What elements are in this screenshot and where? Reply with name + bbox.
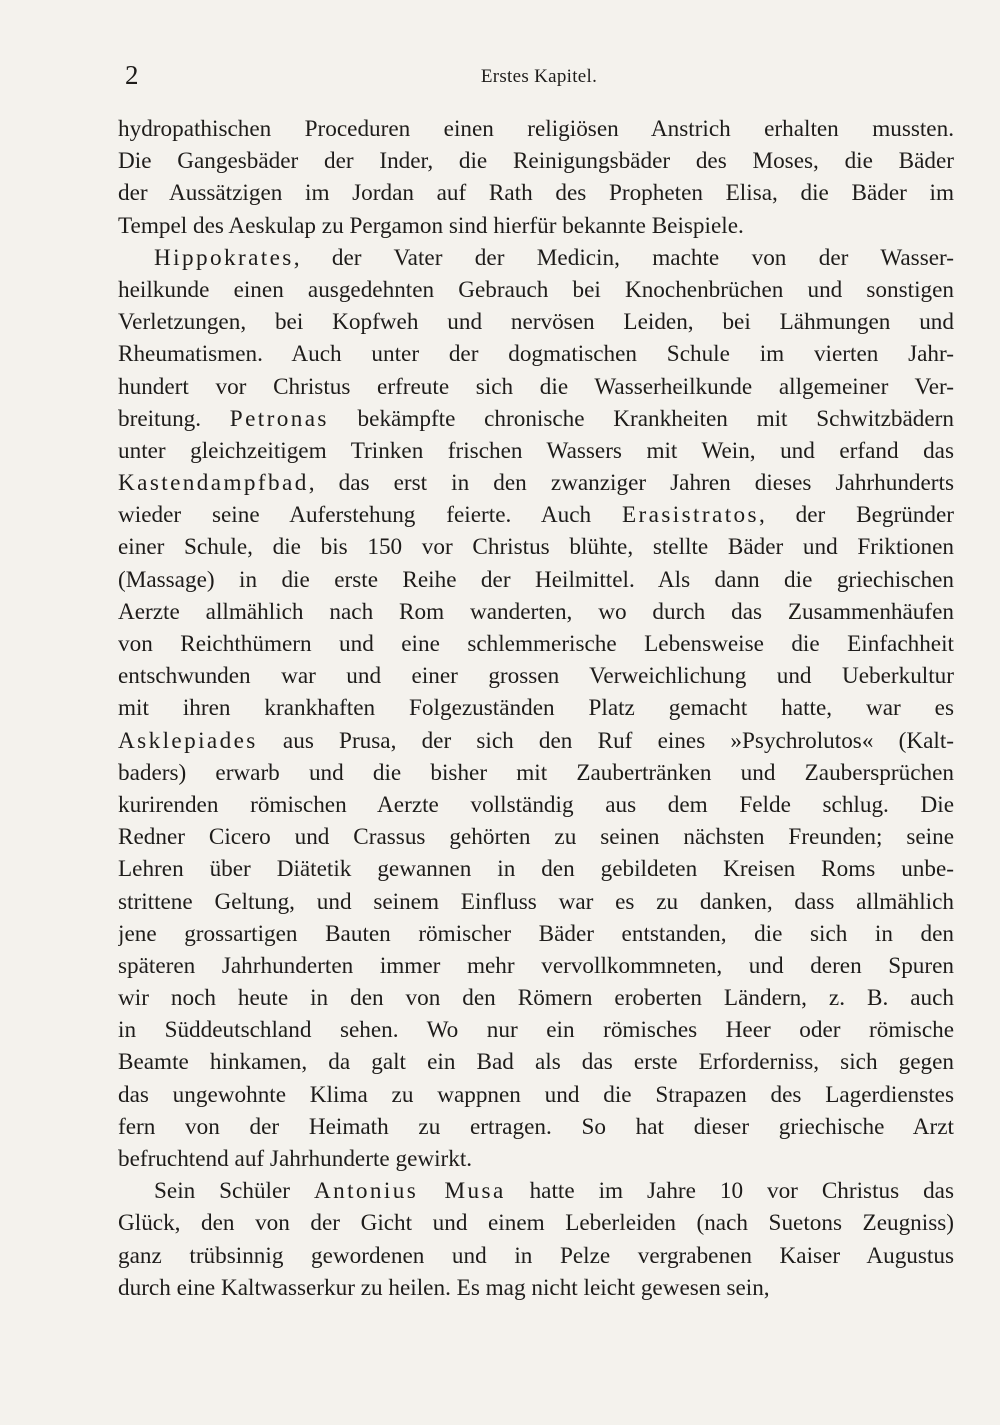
text-line: Tempel des Aeskulap zu Pergamon sind hierfür bekannte Beispiele. — [118, 212, 744, 239]
text-segment: , das erst in den zwanziger Jahren dieses Jahrhunderts — [308, 470, 954, 497]
text-line: von Reichthümern und eine schlemmerische Lebensweise die Einfachheit — [118, 631, 954, 657]
text-segment: wieder seine Auferstehung feierte. Auch — [118, 502, 622, 529]
text-line: Glück, den von der Gicht und einem Leberleiden (nach Suetons Zeugniss) — [118, 1210, 954, 1237]
text-line: das ungewohnte Klima zu wappnen und die Strapazen des Lagerdienstes — [118, 1081, 954, 1108]
text-line: ganz trübsinnig gewordenen und in Pelze vergrabenen Kaiser Augustus — [118, 1242, 954, 1269]
text-line: strittene Geltung, und seinem Einfluss war es zu danken, dass allmählich — [118, 888, 954, 915]
text-line: in Süddeutschland sehen. Wo nur ein römisches Heer oder römische — [118, 1017, 954, 1044]
text-segment: bekämpfte chronische Krankheiten mit Schwitzbädern — [328, 405, 954, 432]
text-line: baders) erwarb und die bisher mit Zaubertränken und Zaubersprüchen — [118, 759, 954, 786]
emphasized-name: Kastendampfbad — [118, 470, 309, 497]
text-line: (Massage) in die erste Reihe der Heilmittel. Als dann die griechischen — [118, 566, 954, 593]
text-line: befruchtend auf Jahrhunderte gewirkt. — [118, 1146, 473, 1172]
emphasized-name: Erasistratos — [621, 502, 759, 529]
text-line — [118, 467, 954, 499]
text-line: fern von der Heimath zu ertragen. So hat dieser griechische Arzt — [118, 1113, 954, 1140]
text-line: jene grossartigen Bauten römischer Bäder entstanden, die sich in den — [118, 920, 954, 947]
text-line: späteren Jahrhunderten immer mehr vervollkommneten, und deren Spuren — [118, 952, 954, 979]
body-text — [118, 113, 954, 1304]
text-line: mit ihren krankhaften Folgezuständen Platz gemacht hatte, war es — [118, 695, 954, 722]
emphasized-name: Asklepiades — [118, 727, 258, 754]
text-line: Verletzungen, bei Kopfweh und nervösen Leiden, bei Lähmungen und — [118, 309, 954, 336]
text-segment: breitung. — [118, 405, 230, 432]
text-line: entschwunden war und einer grossen Verweichlichung und Ueberkultur — [118, 663, 954, 690]
running-title: Erstes Kapitel. — [480, 66, 598, 87]
text-line: unter gleichzeitigem Trinken frischen Wassers mit Wein, und erfand das — [118, 437, 954, 464]
text-segment: , der Vater der Medicin, machte von der Wasser- — [293, 244, 954, 271]
text-line — [118, 1175, 954, 1207]
text-line: der Aussätzigen im Jordan auf Rath des Propheten Elisa, die Bäder im — [118, 180, 954, 207]
text-line: wir noch heute in den von den Römern eroberten Ländern, z. B. auch — [118, 985, 954, 1012]
text-line — [118, 499, 954, 531]
text-line: einer Schule, die bis 150 vor Christus blühte, stellte Bäder und Friktionen — [118, 534, 954, 561]
text-line: Rheumatismen. Auch unter der dogmatischen Schule im vierten Jahr- — [118, 341, 954, 368]
emphasized-name: Petronas — [229, 405, 329, 432]
text-line: hundert vor Christus erfreute sich die Wasserheilkunde allgemeiner Ver- — [118, 373, 954, 400]
text-line: Beamte hinkamen, da galt ein Bad als das erste Erforderniss, sich gegen — [118, 1049, 954, 1076]
text-line — [118, 403, 954, 435]
text-segment: Sein Schüler — [154, 1178, 314, 1205]
emphasized-name: Antonius Musa — [313, 1178, 506, 1205]
text-line: Redner Cicero und Crassus gehörten zu seinen nächsten Freunden; seine — [118, 824, 954, 851]
text-line: kurirenden römischen Aerzte vollständig aus dem Felde schlug. Die — [118, 791, 954, 818]
page-header — [125, 60, 953, 90]
text-line: Die Gangesbäder der Inder, die Reinigungsbäder des Moses, die Bäder — [118, 148, 954, 175]
emphasized-name: Hippokrates — [154, 244, 294, 271]
text-segment: , der Begründer — [758, 502, 954, 529]
text-line: heilkunde einen ausgedehnten Gebrauch bei Knochenbrüchen und sonstigen — [118, 276, 954, 303]
text-segment: hatte im Jahre 10 vor Christus das — [505, 1178, 954, 1205]
text-line: Lehren über Diätetik gewannen in den gebildeten Kreisen Roms unbe- — [118, 856, 954, 883]
text-line — [118, 725, 954, 757]
text-segment: aus Prusa, der sich den Ruf eines »Psychrolutos« (Kalt- — [257, 727, 954, 754]
text-line: hydropathischen Proceduren einen religiösen Anstrich erhalten mussten. — [118, 116, 954, 142]
text-line: durch eine Kaltwasserkur zu heilen. Es mag nicht leicht gewesen sein, — [118, 1274, 770, 1301]
page-number: 2 — [125, 60, 139, 90]
text-line — [118, 242, 954, 274]
text-line: Aerzte allmählich nach Rom wanderten, wo durch das Zusammenhäufen — [118, 598, 954, 625]
